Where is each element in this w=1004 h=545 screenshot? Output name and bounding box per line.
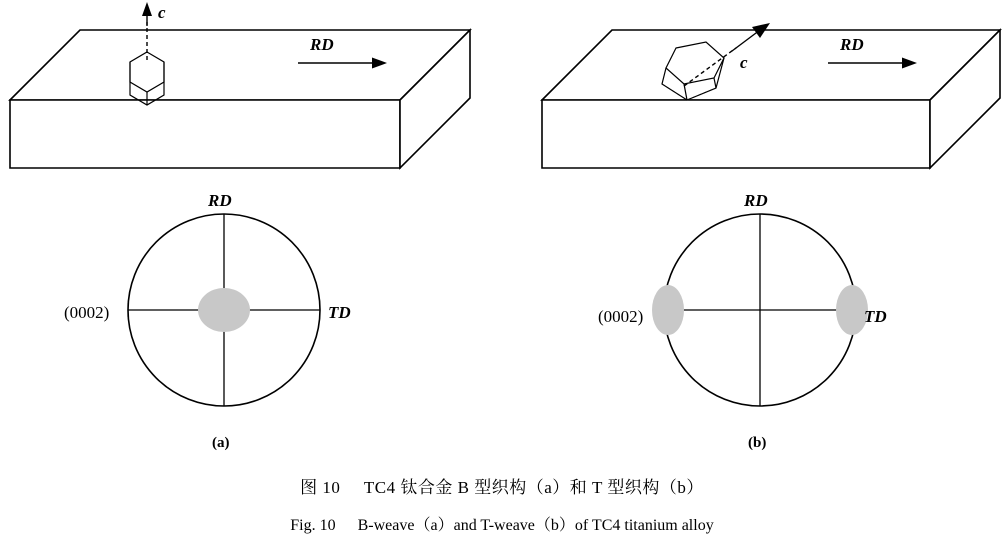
caption-chinese: [0, 473, 1004, 498]
caption-english-prefix: Fig. 10: [290, 517, 336, 534]
rd-label-slab-b: RD: [840, 35, 864, 54]
c-axis-label-b: c: [740, 53, 748, 72]
panel-b-slab: [542, 23, 1000, 168]
caption-chinese-prefix: 图 10: [300, 478, 341, 497]
rd-label-slab-a: RD: [310, 35, 334, 54]
pole-intensity-left-b: [652, 285, 684, 335]
pole-rd-label-a: RD: [208, 191, 232, 210]
panel-a-pole-figure: [64, 191, 351, 451]
pole-intensity-center-a: [198, 288, 250, 332]
slab-top-face-b: [542, 30, 1000, 100]
slab-top-face-a: [10, 30, 470, 100]
c-axis-label-a: c: [158, 3, 166, 22]
panel-label-a: (a): [212, 435, 230, 451]
pole-td-label-a: TD: [328, 303, 351, 322]
panel-a-slab: [10, 2, 470, 168]
slab-front-face-a: [10, 100, 400, 168]
pole-td-label-b: TD: [864, 307, 887, 326]
panel-label-b: (b): [748, 435, 767, 451]
caption-english: [0, 512, 1004, 535]
caption-chinese-text: TC4 钛合金 B 型织构（a）和 T 型织构（b）: [363, 478, 704, 497]
slab-front-face-b: [542, 100, 930, 168]
pole-hkl-label-b: (0002): [598, 307, 644, 326]
caption-english-text: B-weave（a）and T-weave（b）of TC4 titanium alloy: [357, 517, 714, 534]
pole-hkl-label-a: (0002): [64, 303, 110, 322]
panel-b-pole-figure: [598, 191, 887, 451]
pole-rd-label-b: RD: [744, 191, 768, 210]
